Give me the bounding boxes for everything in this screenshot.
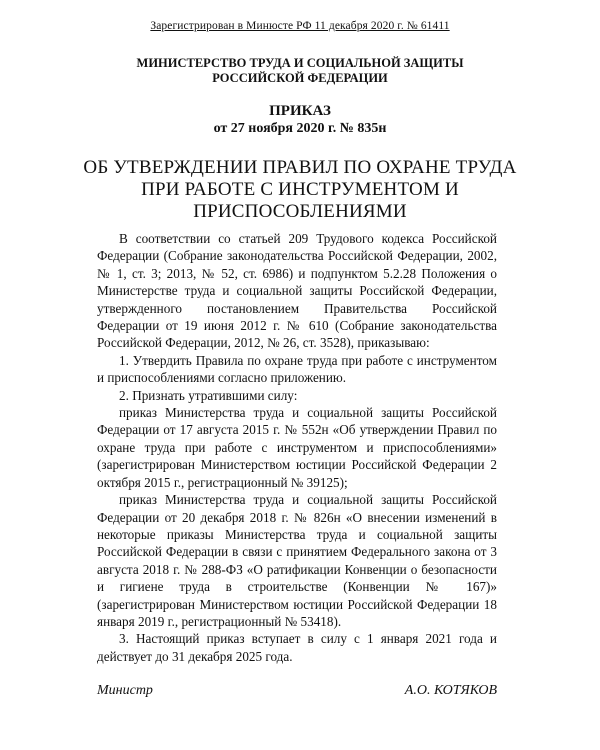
document-body xyxy=(97,230,497,665)
signatory-position: Министр xyxy=(97,683,153,698)
paragraph-repealed-order-2: приказ Министерства труда и социальной защиты Российской Федерации от 20 декабря 2018 г. № 826н «О внесении изменений в некоторые приказы Министерства труда и социальной защиты Российской Федерации в связи с принятием Федерального закона от 3 августа 2018 г. № 288-ФЗ «О ратификации Конвенции о безопасности и гигиене труда в строительстве (Конвенции № 167)» (зарегистрирован Министерством юстиции Российской Федерации 18 января 2019 г., регистрационный № 53418). xyxy=(97,492,497,629)
signatory-name: А.О. КОТЯКОВ xyxy=(404,683,497,698)
order-date-number: от 27 ноября 2020 г. № 835н xyxy=(213,121,387,136)
ministry-name: МИНИСТЕРСТВО ТРУДА И СОЦИАЛЬНОЙ ЗАЩИТЫ РОССИЙСКОЙ ФЕДЕРАЦИИ xyxy=(136,56,464,85)
paragraph-item-2: 2. Признать утратившими силу: xyxy=(119,387,298,403)
document-title: ОБ УТВЕРЖДЕНИИ ПРАВИЛ ПО ОХРАНЕ ТРУДА ПРИ РАБОТЕ С ИНСТРУМЕНТОМ И ПРИСПОСОБЛЕНИЯМИ xyxy=(83,157,517,222)
registration-note: Зарегистрирован в Минюсте РФ 11 декабря 2020 г. № 61411 xyxy=(150,20,450,32)
paragraph-preamble: В соответствии со статьей 209 Трудового кодекса Российской Федерации (Собрание законодательства Российской Федерации, 2002, № 1, ст. 3; 2013, № 52, ст. 6986) и подпунктом 5.2.28 Положения о Министерстве труда и социальной защиты Российской Федерации, утвержденного постановлением Правительства Российской Федерации от 19 июня 2012 г. № 610 (Собрание законодательства Российской Федерации, 2012, № 26, ст. 3528), приказываю: xyxy=(97,231,497,351)
paragraph-item-1: 1. Утвердить Правила по охране труда при работе с инструментом и приспособлениями согласно приложению. xyxy=(97,352,497,386)
paragraph-item-3: 3. Настоящий приказ вступает в силу с 1 января 2021 года и действует до 31 декабря 2025 года. xyxy=(97,631,497,664)
order-heading: ПРИКАЗ xyxy=(269,103,331,119)
paragraph-repealed-order-1: приказ Министерства труда и социальной защиты Российской Федерации от 17 августа 2015 г. № 552н «Об утверждении Правил по охране труда при работе с инструментом и приспособлениями» (зарегистрирован Министерством юстиции Российской Федерации 2 октября 2015 г., регистрационный № 39125); xyxy=(97,405,497,490)
signature-block xyxy=(97,683,497,699)
